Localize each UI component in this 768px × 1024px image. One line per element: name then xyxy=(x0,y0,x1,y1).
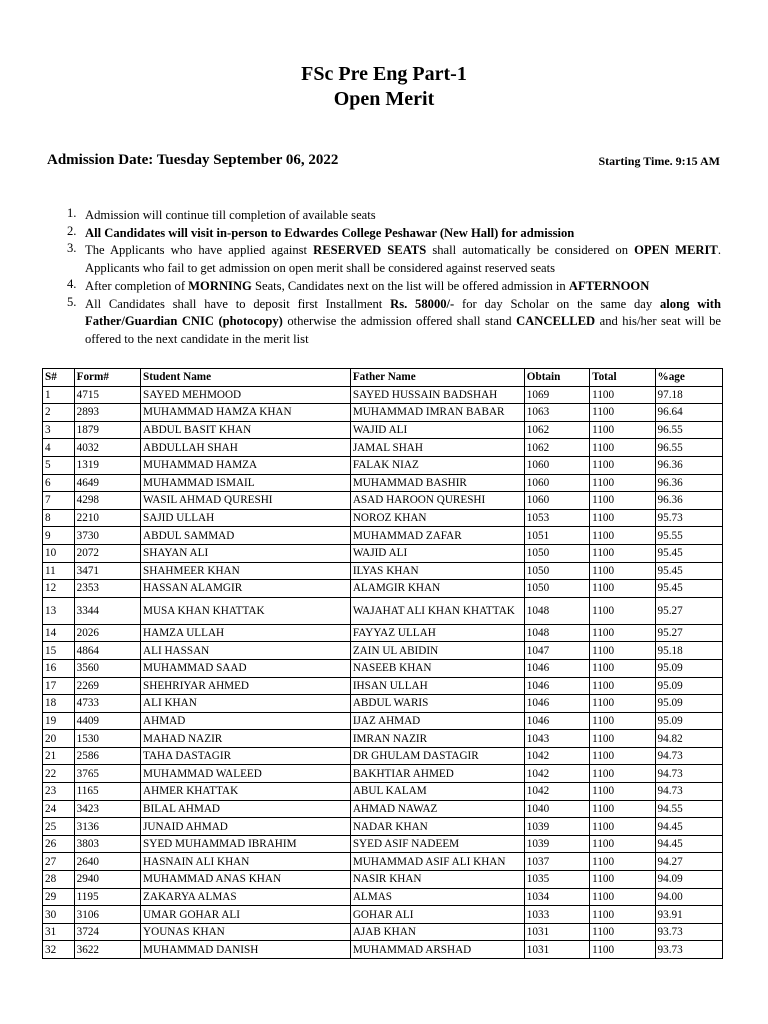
column-header: Total xyxy=(590,369,655,387)
form-number-cell: 2640 xyxy=(74,853,140,871)
student-name-cell: MUHAMMAD WALEED xyxy=(141,765,351,783)
instruction-text: MORNING xyxy=(188,278,252,293)
instruction-text: After completion of xyxy=(85,278,189,293)
instruction-item xyxy=(67,294,721,349)
serial-cell: 11 xyxy=(43,562,75,580)
percentage-cell: 95.73 xyxy=(655,509,723,527)
obtained-marks-cell: 1046 xyxy=(524,695,589,713)
obtained-marks-cell: 1053 xyxy=(524,509,589,527)
obtained-marks-cell: 1062 xyxy=(524,439,589,457)
total-marks-cell: 1100 xyxy=(590,659,655,677)
instruction-text: for day Scholar on the same day xyxy=(454,296,660,311)
father-name-cell: ALAMGIR KHAN xyxy=(350,580,524,598)
percentage-cell: 94.27 xyxy=(655,853,723,871)
table-row xyxy=(43,386,723,404)
table-body xyxy=(43,386,723,958)
obtained-marks-cell: 1051 xyxy=(524,527,589,545)
table-row xyxy=(43,765,723,783)
percentage-cell: 95.27 xyxy=(655,597,723,624)
table-row xyxy=(43,421,723,439)
table-row xyxy=(43,642,723,660)
percentage-cell: 95.18 xyxy=(655,642,723,660)
table-row xyxy=(43,439,723,457)
column-header: Student Name xyxy=(141,369,351,387)
percentage-cell: 94.45 xyxy=(655,835,723,853)
serial-cell: 30 xyxy=(43,906,75,924)
table-row xyxy=(43,624,723,642)
form-number-cell: 3622 xyxy=(74,941,140,959)
student-name-cell: SHAYAN ALI xyxy=(141,544,351,562)
student-name-cell: ABDUL SAMMAD xyxy=(141,527,351,545)
percentage-cell: 96.36 xyxy=(655,474,723,492)
student-name-cell: MAHAD NAZIR xyxy=(141,730,351,748)
student-name-cell: TAHA DASTAGIR xyxy=(141,747,351,765)
serial-cell: 8 xyxy=(43,509,75,527)
student-name-cell: SHAHMEER KHAN xyxy=(141,562,351,580)
serial-cell: 13 xyxy=(43,597,75,624)
starting-time: Starting Time. 9:15 AM xyxy=(598,154,720,168)
serial-cell: 6 xyxy=(43,474,75,492)
form-number-cell: 4715 xyxy=(74,386,140,404)
form-number-cell: 2269 xyxy=(74,677,140,695)
table-row xyxy=(43,923,723,941)
instruction-text: . Applicants who fail to get admission on open merit shall be considered against reserved seats xyxy=(85,243,721,276)
obtained-marks-cell: 1046 xyxy=(524,659,589,677)
obtained-marks-cell: 1048 xyxy=(524,597,589,624)
total-marks-cell: 1100 xyxy=(590,871,655,889)
obtained-marks-cell: 1050 xyxy=(524,580,589,598)
form-number-cell: 1165 xyxy=(74,783,140,801)
student-name-cell: UMAR GOHAR ALI xyxy=(141,906,351,924)
instruction-text: AFTERNOON xyxy=(568,278,650,293)
serial-cell: 16 xyxy=(43,659,75,677)
table-row xyxy=(43,544,723,562)
student-name-cell: BILAL AHMAD xyxy=(141,800,351,818)
form-number-cell: 3423 xyxy=(74,800,140,818)
form-number-cell: 4298 xyxy=(74,492,140,510)
serial-cell: 10 xyxy=(43,544,75,562)
instruction-text: along with Father/Guardian CNIC (photocopy) xyxy=(85,296,721,329)
percentage-cell: 95.09 xyxy=(655,695,723,713)
father-name-cell: MUHAMMAD ASIF ALI KHAN xyxy=(350,853,524,871)
admission-date: Admission Date: Tuesday September 06, 2022 xyxy=(47,152,339,168)
serial-cell: 20 xyxy=(43,730,75,748)
instruction-text: RESERVED SEATS xyxy=(313,243,427,258)
table-row xyxy=(43,871,723,889)
serial-cell: 1 xyxy=(43,386,75,404)
total-marks-cell: 1100 xyxy=(590,386,655,404)
serial-cell: 23 xyxy=(43,783,75,801)
table-row xyxy=(43,941,723,959)
instruction-number: 3. xyxy=(67,241,77,256)
total-marks-cell: 1100 xyxy=(590,888,655,906)
total-marks-cell: 1100 xyxy=(590,730,655,748)
form-number-cell: 4649 xyxy=(74,474,140,492)
serial-cell: 22 xyxy=(43,765,75,783)
total-marks-cell: 1100 xyxy=(590,783,655,801)
percentage-cell: 94.73 xyxy=(655,765,723,783)
page-subtitle: Open Merit xyxy=(333,88,435,110)
obtained-marks-cell: 1035 xyxy=(524,871,589,889)
instructions-list xyxy=(67,206,721,349)
student-name-cell: SYED MUHAMMAD IBRAHIM xyxy=(141,835,351,853)
table-row xyxy=(43,562,723,580)
form-number-cell: 1530 xyxy=(74,730,140,748)
obtained-marks-cell: 1047 xyxy=(524,642,589,660)
total-marks-cell: 1100 xyxy=(590,765,655,783)
serial-cell: 12 xyxy=(43,580,75,598)
column-header: %age xyxy=(655,369,723,387)
instruction-text: otherwise the admission offered shall stand xyxy=(282,314,517,329)
serial-cell: 29 xyxy=(43,888,75,906)
form-number-cell: 3765 xyxy=(74,765,140,783)
student-name-cell: MUHAMMAD DANISH xyxy=(141,941,351,959)
table-row xyxy=(43,783,723,801)
student-name-cell: WASIL AHMAD QURESHI xyxy=(141,492,351,510)
form-number-cell: 2210 xyxy=(74,509,140,527)
obtained-marks-cell: 1031 xyxy=(524,941,589,959)
student-name-cell: MUHAMMAD ANAS KHAN xyxy=(141,871,351,889)
form-number-cell: 2586 xyxy=(74,747,140,765)
father-name-cell: IMRAN NAZIR xyxy=(350,730,524,748)
page-title: FSc Pre Eng Part-1 xyxy=(301,63,467,85)
percentage-cell: 95.09 xyxy=(655,659,723,677)
instruction-text: The Applicants who have applied against xyxy=(85,243,314,258)
father-name-cell: GOHAR ALI xyxy=(350,906,524,924)
student-name-cell: AHMAD xyxy=(141,712,351,730)
column-header: S# xyxy=(43,369,75,387)
table-row xyxy=(43,404,723,422)
student-name-cell: ALI HASSAN xyxy=(141,642,351,660)
total-marks-cell: 1100 xyxy=(590,597,655,624)
form-number-cell: 1195 xyxy=(74,888,140,906)
form-number-cell: 3471 xyxy=(74,562,140,580)
father-name-cell: ASAD HAROON QURESHI xyxy=(350,492,524,510)
total-marks-cell: 1100 xyxy=(590,439,655,457)
student-name-cell: ABDULLAH SHAH xyxy=(141,439,351,457)
percentage-cell: 96.55 xyxy=(655,421,723,439)
form-number-cell: 3344 xyxy=(74,597,140,624)
instruction-number: 1. xyxy=(67,206,77,220)
form-number-cell: 4032 xyxy=(74,439,140,457)
form-number-cell: 2026 xyxy=(74,624,140,642)
table-row xyxy=(43,509,723,527)
obtained-marks-cell: 1039 xyxy=(524,818,589,836)
instruction-item xyxy=(67,223,721,243)
percentage-cell: 96.36 xyxy=(655,456,723,474)
father-name-cell: MUHAMMAD ZAFAR xyxy=(350,527,524,545)
percentage-cell: 95.55 xyxy=(655,527,723,545)
total-marks-cell: 1100 xyxy=(590,580,655,598)
father-name-cell: MUHAMMAD BASHIR xyxy=(350,474,524,492)
total-marks-cell: 1100 xyxy=(590,456,655,474)
father-name-cell: IHSAN ULLAH xyxy=(350,677,524,695)
student-name-cell: AHMER KHATTAK xyxy=(141,783,351,801)
serial-cell: 4 xyxy=(43,439,75,457)
percentage-cell: 96.64 xyxy=(655,404,723,422)
serial-cell: 5 xyxy=(43,456,75,474)
column-header: Father Name xyxy=(350,369,524,387)
student-name-cell: YOUNAS KHAN xyxy=(141,923,351,941)
serial-cell: 32 xyxy=(43,941,75,959)
instruction-number: 5. xyxy=(67,294,77,309)
serial-cell: 9 xyxy=(43,527,75,545)
father-name-cell: NADAR KHAN xyxy=(350,818,524,836)
obtained-marks-cell: 1042 xyxy=(524,747,589,765)
obtained-marks-cell: 1034 xyxy=(524,888,589,906)
serial-cell: 19 xyxy=(43,712,75,730)
student-name-cell: HAMZA ULLAH xyxy=(141,624,351,642)
obtained-marks-cell: 1046 xyxy=(524,677,589,695)
table-row xyxy=(43,818,723,836)
form-number-cell: 1879 xyxy=(74,421,140,439)
student-name-cell: HASNAIN ALI KHAN xyxy=(141,853,351,871)
father-name-cell: ABUL KALAM xyxy=(350,783,524,801)
total-marks-cell: 1100 xyxy=(590,695,655,713)
percentage-cell: 96.36 xyxy=(655,492,723,510)
percentage-cell: 95.45 xyxy=(655,562,723,580)
student-name-cell: SAJID ULLAH xyxy=(141,509,351,527)
obtained-marks-cell: 1050 xyxy=(524,544,589,562)
father-name-cell: WAJID ALI xyxy=(350,421,524,439)
total-marks-cell: 1100 xyxy=(590,642,655,660)
total-marks-cell: 1100 xyxy=(590,404,655,422)
total-marks-cell: 1100 xyxy=(590,818,655,836)
obtained-marks-cell: 1037 xyxy=(524,853,589,871)
serial-cell: 15 xyxy=(43,642,75,660)
table-row xyxy=(43,597,723,624)
instruction-text: shall automatically be considered on xyxy=(426,243,635,258)
table-row xyxy=(43,747,723,765)
serial-cell: 25 xyxy=(43,818,75,836)
total-marks-cell: 1100 xyxy=(590,544,655,562)
instruction-text: All Candidates shall have to deposit first Installment xyxy=(85,296,391,311)
student-name-cell: ZAKARYA ALMAS xyxy=(141,888,351,906)
obtained-marks-cell: 1060 xyxy=(524,456,589,474)
father-name-cell: SYED ASIF NADEEM xyxy=(350,835,524,853)
student-name-cell: HASSAN ALAMGIR xyxy=(141,580,351,598)
percentage-cell: 97.18 xyxy=(655,386,723,404)
form-number-cell: 3803 xyxy=(74,835,140,853)
student-name-cell: MUHAMMAD HAMZA xyxy=(141,456,351,474)
serial-cell: 24 xyxy=(43,800,75,818)
percentage-cell: 95.45 xyxy=(655,580,723,598)
father-name-cell: DR GHULAM DASTAGIR xyxy=(350,747,524,765)
serial-cell: 26 xyxy=(43,835,75,853)
serial-cell: 28 xyxy=(43,871,75,889)
father-name-cell: AHMAD NAWAZ xyxy=(350,800,524,818)
percentage-cell: 94.73 xyxy=(655,747,723,765)
serial-cell: 27 xyxy=(43,853,75,871)
obtained-marks-cell: 1033 xyxy=(524,906,589,924)
obtained-marks-cell: 1031 xyxy=(524,923,589,941)
father-name-cell: NASEEB KHAN xyxy=(350,659,524,677)
form-number-cell: 3106 xyxy=(74,906,140,924)
table-header-row xyxy=(43,369,723,387)
obtained-marks-cell: 1046 xyxy=(524,712,589,730)
serial-cell: 18 xyxy=(43,695,75,713)
father-name-cell: MUHAMMAD IMRAN BABAR xyxy=(350,404,524,422)
father-name-cell: MUHAMMAD ARSHAD xyxy=(350,941,524,959)
form-number-cell: 3560 xyxy=(74,659,140,677)
obtained-marks-cell: 1060 xyxy=(524,492,589,510)
percentage-cell: 94.00 xyxy=(655,888,723,906)
percentage-cell: 96.55 xyxy=(655,439,723,457)
serial-cell: 2 xyxy=(43,404,75,422)
percentage-cell: 94.45 xyxy=(655,818,723,836)
student-name-cell: SAYED MEHMOOD xyxy=(141,386,351,404)
total-marks-cell: 1100 xyxy=(590,677,655,695)
total-marks-cell: 1100 xyxy=(590,527,655,545)
form-number-cell: 2940 xyxy=(74,871,140,889)
father-name-cell: NOROZ KHAN xyxy=(350,509,524,527)
table-row xyxy=(43,835,723,853)
obtained-marks-cell: 1050 xyxy=(524,562,589,580)
percentage-cell: 93.73 xyxy=(655,923,723,941)
serial-cell: 7 xyxy=(43,492,75,510)
obtained-marks-cell: 1048 xyxy=(524,624,589,642)
merit-table xyxy=(42,368,723,959)
total-marks-cell: 1100 xyxy=(590,509,655,527)
instruction-text: All Candidates will visit in-person to Edwardes College Peshawar (New Hall) for admission xyxy=(85,225,575,240)
table-row xyxy=(43,474,723,492)
instruction-text: OPEN MERIT xyxy=(634,243,718,258)
total-marks-cell: 1100 xyxy=(590,747,655,765)
instruction-number: 4. xyxy=(67,276,77,291)
table-row xyxy=(43,853,723,871)
instruction-text: CANCELLED xyxy=(516,314,596,329)
father-name-cell: SAYED HUSSAIN BADSHAH xyxy=(350,386,524,404)
student-name-cell: MUHAMMAD ISMAIL xyxy=(141,474,351,492)
form-number-cell: 2072 xyxy=(74,544,140,562)
serial-cell: 3 xyxy=(43,421,75,439)
table-row xyxy=(43,527,723,545)
obtained-marks-cell: 1039 xyxy=(524,835,589,853)
father-name-cell: AJAB KHAN xyxy=(350,923,524,941)
total-marks-cell: 1100 xyxy=(590,712,655,730)
instruction-text: Seats, Candidates next on the list will be offered admission in xyxy=(251,278,569,293)
total-marks-cell: 1100 xyxy=(590,562,655,580)
father-name-cell: FAYYAZ ULLAH xyxy=(350,624,524,642)
instruction-number: 2. xyxy=(67,223,77,238)
total-marks-cell: 1100 xyxy=(590,421,655,439)
table-row xyxy=(43,695,723,713)
form-number-cell: 3136 xyxy=(74,818,140,836)
father-name-cell: ILYAS KHAN xyxy=(350,562,524,580)
form-number-cell: 4864 xyxy=(74,642,140,660)
instruction-item xyxy=(67,241,721,277)
percentage-cell: 94.55 xyxy=(655,800,723,818)
form-number-cell: 2353 xyxy=(74,580,140,598)
father-name-cell: JAMAL SHAH xyxy=(350,439,524,457)
percentage-cell: 93.73 xyxy=(655,941,723,959)
percentage-cell: 94.82 xyxy=(655,730,723,748)
column-header: Form# xyxy=(74,369,140,387)
table-row xyxy=(43,659,723,677)
percentage-cell: 93.91 xyxy=(655,906,723,924)
form-number-cell: 2893 xyxy=(74,404,140,422)
obtained-marks-cell: 1062 xyxy=(524,421,589,439)
percentage-cell: 94.73 xyxy=(655,783,723,801)
table-row xyxy=(43,492,723,510)
obtained-marks-cell: 1042 xyxy=(524,765,589,783)
column-header: Obtain xyxy=(524,369,589,387)
student-name-cell: SHEHRIYAR AHMED xyxy=(141,677,351,695)
student-name-cell: MUHAMMAD HAMZA KHAN xyxy=(141,404,351,422)
obtained-marks-cell: 1063 xyxy=(524,404,589,422)
father-name-cell: ALMAS xyxy=(350,888,524,906)
instruction-item xyxy=(67,276,721,296)
instruction-item xyxy=(67,206,721,225)
total-marks-cell: 1100 xyxy=(590,492,655,510)
father-name-cell: WAJID ALI xyxy=(350,544,524,562)
table-row xyxy=(43,712,723,730)
total-marks-cell: 1100 xyxy=(590,906,655,924)
student-name-cell: JUNAID AHMAD xyxy=(141,818,351,836)
table-row xyxy=(43,730,723,748)
percentage-cell: 95.09 xyxy=(655,712,723,730)
father-name-cell: IJAZ AHMAD xyxy=(350,712,524,730)
serial-cell: 17 xyxy=(43,677,75,695)
student-name-cell: ABDUL BASIT KHAN xyxy=(141,421,351,439)
instruction-text: Rs. 58000/- xyxy=(390,296,455,311)
father-name-cell: ZAIN UL ABIDIN xyxy=(350,642,524,660)
obtained-marks-cell: 1040 xyxy=(524,800,589,818)
serial-cell: 21 xyxy=(43,747,75,765)
father-name-cell: FALAK NIAZ xyxy=(350,456,524,474)
obtained-marks-cell: 1043 xyxy=(524,730,589,748)
father-name-cell: WAJAHAT ALI KHAN KHATTAK xyxy=(350,597,524,624)
instruction-text: Admission will continue till completion of available seats xyxy=(85,208,376,222)
percentage-cell: 95.45 xyxy=(655,544,723,562)
form-number-cell: 4409 xyxy=(74,712,140,730)
table-row xyxy=(43,906,723,924)
student-name-cell: ALI KHAN xyxy=(141,695,351,713)
obtained-marks-cell: 1060 xyxy=(524,474,589,492)
instruction-text: and his/her seat will be offered to the next candidate in the merit list xyxy=(85,314,721,346)
percentage-cell: 95.27 xyxy=(655,624,723,642)
serial-cell: 14 xyxy=(43,624,75,642)
total-marks-cell: 1100 xyxy=(590,853,655,871)
form-number-cell: 1319 xyxy=(74,456,140,474)
total-marks-cell: 1100 xyxy=(590,941,655,959)
percentage-cell: 95.09 xyxy=(655,677,723,695)
table-row xyxy=(43,580,723,598)
form-number-cell: 4733 xyxy=(74,695,140,713)
student-name-cell: MUHAMMAD SAAD xyxy=(141,659,351,677)
total-marks-cell: 1100 xyxy=(590,835,655,853)
table-row xyxy=(43,677,723,695)
form-number-cell: 3730 xyxy=(74,527,140,545)
father-name-cell: BAKHTIAR AHMED xyxy=(350,765,524,783)
total-marks-cell: 1100 xyxy=(590,474,655,492)
total-marks-cell: 1100 xyxy=(590,624,655,642)
father-name-cell: NASIR KHAN xyxy=(350,871,524,889)
table-row xyxy=(43,888,723,906)
obtained-marks-cell: 1042 xyxy=(524,783,589,801)
total-marks-cell: 1100 xyxy=(590,800,655,818)
total-marks-cell: 1100 xyxy=(590,923,655,941)
table-row xyxy=(43,456,723,474)
father-name-cell: ABDUL WARIS xyxy=(350,695,524,713)
serial-cell: 31 xyxy=(43,923,75,941)
student-name-cell: MUSA KHAN KHATTAK xyxy=(141,597,351,624)
form-number-cell: 3724 xyxy=(74,923,140,941)
percentage-cell: 94.09 xyxy=(655,871,723,889)
obtained-marks-cell: 1069 xyxy=(524,386,589,404)
table-row xyxy=(43,800,723,818)
